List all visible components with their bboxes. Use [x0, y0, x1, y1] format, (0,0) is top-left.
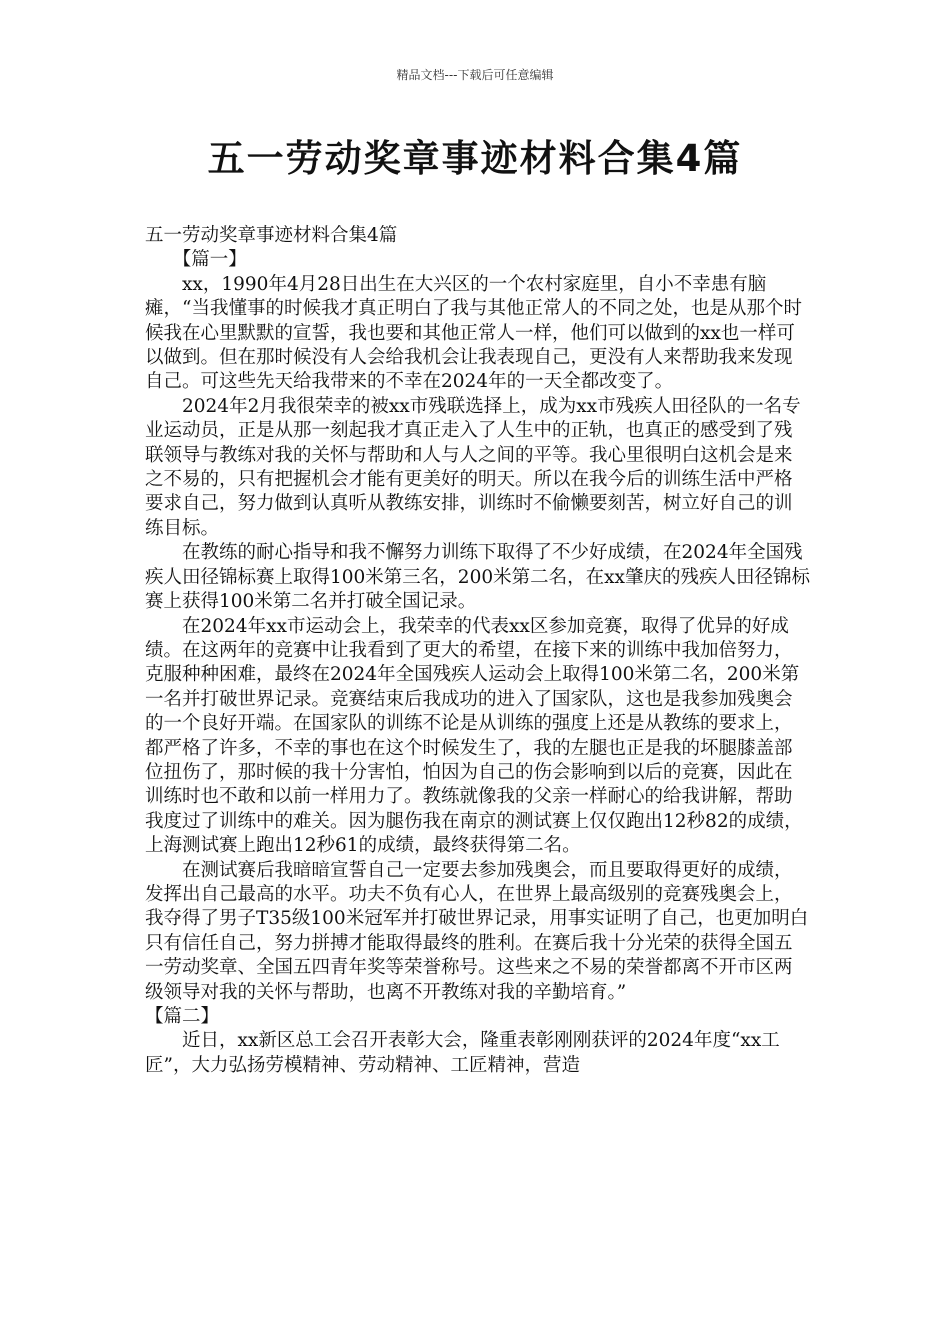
paragraph: xx，1990年4月28日出生在大兴区的一个农村家庭里，自小不幸患有脑瘫，“当我懂事的时候我才真正明白了我与其他正常人的不同之处，也是从那个时候我在心里默默的宣誓，我也要和其他正常人一样，他们可以做到的xx也一样可以做到。但在那时候没有人会给我机会让我表现自己，更没有人来帮助我来发现自己。可这些先天给我带来的不幸在2024年的一天全都改变了。: [145, 273, 802, 393]
paragraph: 2024年2月我很荣幸的被xx市残联选择上，成为xx市残疾人田径队的一名专业运动员，正是从那一刻起我才真正走入了人生中的正轨，也真正的感受到了残联领导与教练对我的关怀与帮助和人与人之间的平等。我心里很明白这机会是来之不易的，只有把握机会才能有更美好的明天。所以在我今后的训练生活中严格要求自己，努力做到认真听从教练安排，训练时不偷懒要刻苦，树立好自己的训练目标。: [145, 395, 801, 539]
page-title: 五一劳动奖章事迹材料合集4篇: [207, 137, 743, 180]
section-1-label: 【篇一】: [172, 249, 247, 271]
document-subtitle: 五一劳动奖章事迹材料合集4篇: [145, 225, 398, 246]
document-body: [145, 224, 810, 1078]
section-2-label: 【篇二】: [145, 1006, 220, 1027]
paragraph: 在教练的耐心指导和我不懈努力训练下取得了不少好成绩，在2024年全国残疾人田径锦标赛上取得100米第三名，200米第二名，在xx肇庆的残疾人田径锦标赛上获得100米第二名并打破全国记录。: [145, 542, 810, 613]
header-note: 精品文档---下载后可任意编辑: [396, 68, 554, 82]
paragraph: 近日，xx新区总工会召开表彰大会，隆重表彰刚刚获评的2024年度“xx工匠”，大力弘扬劳模精神、劳动精神、工匠精神，营造: [145, 1030, 780, 1076]
paragraph: 在2024年xx市运动会上，我荣幸的代表xx区参加竞赛，取得了优异的好成绩。在这两年的竞赛中让我看到了更大的希望，在接下来的训练中我加倍努力，克服种种困难，最终在2024年全国残疾人运动会上取得100米第二名，200米第一名并打破世界记录。竞赛结束后我成功的进入了国家队，这也是我参加残奥会的一个良好开端。在国家队的训练不论是从训练的强度上还是从教练的要求上，都严格了许多，不幸的事也在这个时候发生了，我的左腿也正是我的坏腿膝盖部位扭伤了，那时候的我十分害怕，怕因为自己的伤会影响到以后的竞赛，因此在训练时也不敢和以前一样用力了。教练就像我的父亲一样耐心的给我讲解，帮助我度过了训练中的难关。因为腿伤我在南京的测试赛上仅仅跑出12秒82的成绩，上海测试赛上跑出12秒61的成绩，最终获得第二名。: [145, 615, 803, 857]
paragraph: 在测试赛后我暗暗宣誓自己一定要去参加残奥会，而且要取得更好的成绩，发挥出自己最高的水平。功夫不负有心人，在世界上最高级别的竞赛残奥会上，我夺得了男子T35级100米冠军并打破世界记录，用事实证明了自己，也更加明白只有信任自己，努力拼搏才能取得最终的胜利。在赛后我十分光荣的获得全国五一劳动奖章、全国五四青年奖等荣誉称号。这些来之不易的荣誉都离不开市区两级领导对我的关怀与帮助，也离不开教练对我的辛勤培育。”: [145, 859, 809, 1003]
